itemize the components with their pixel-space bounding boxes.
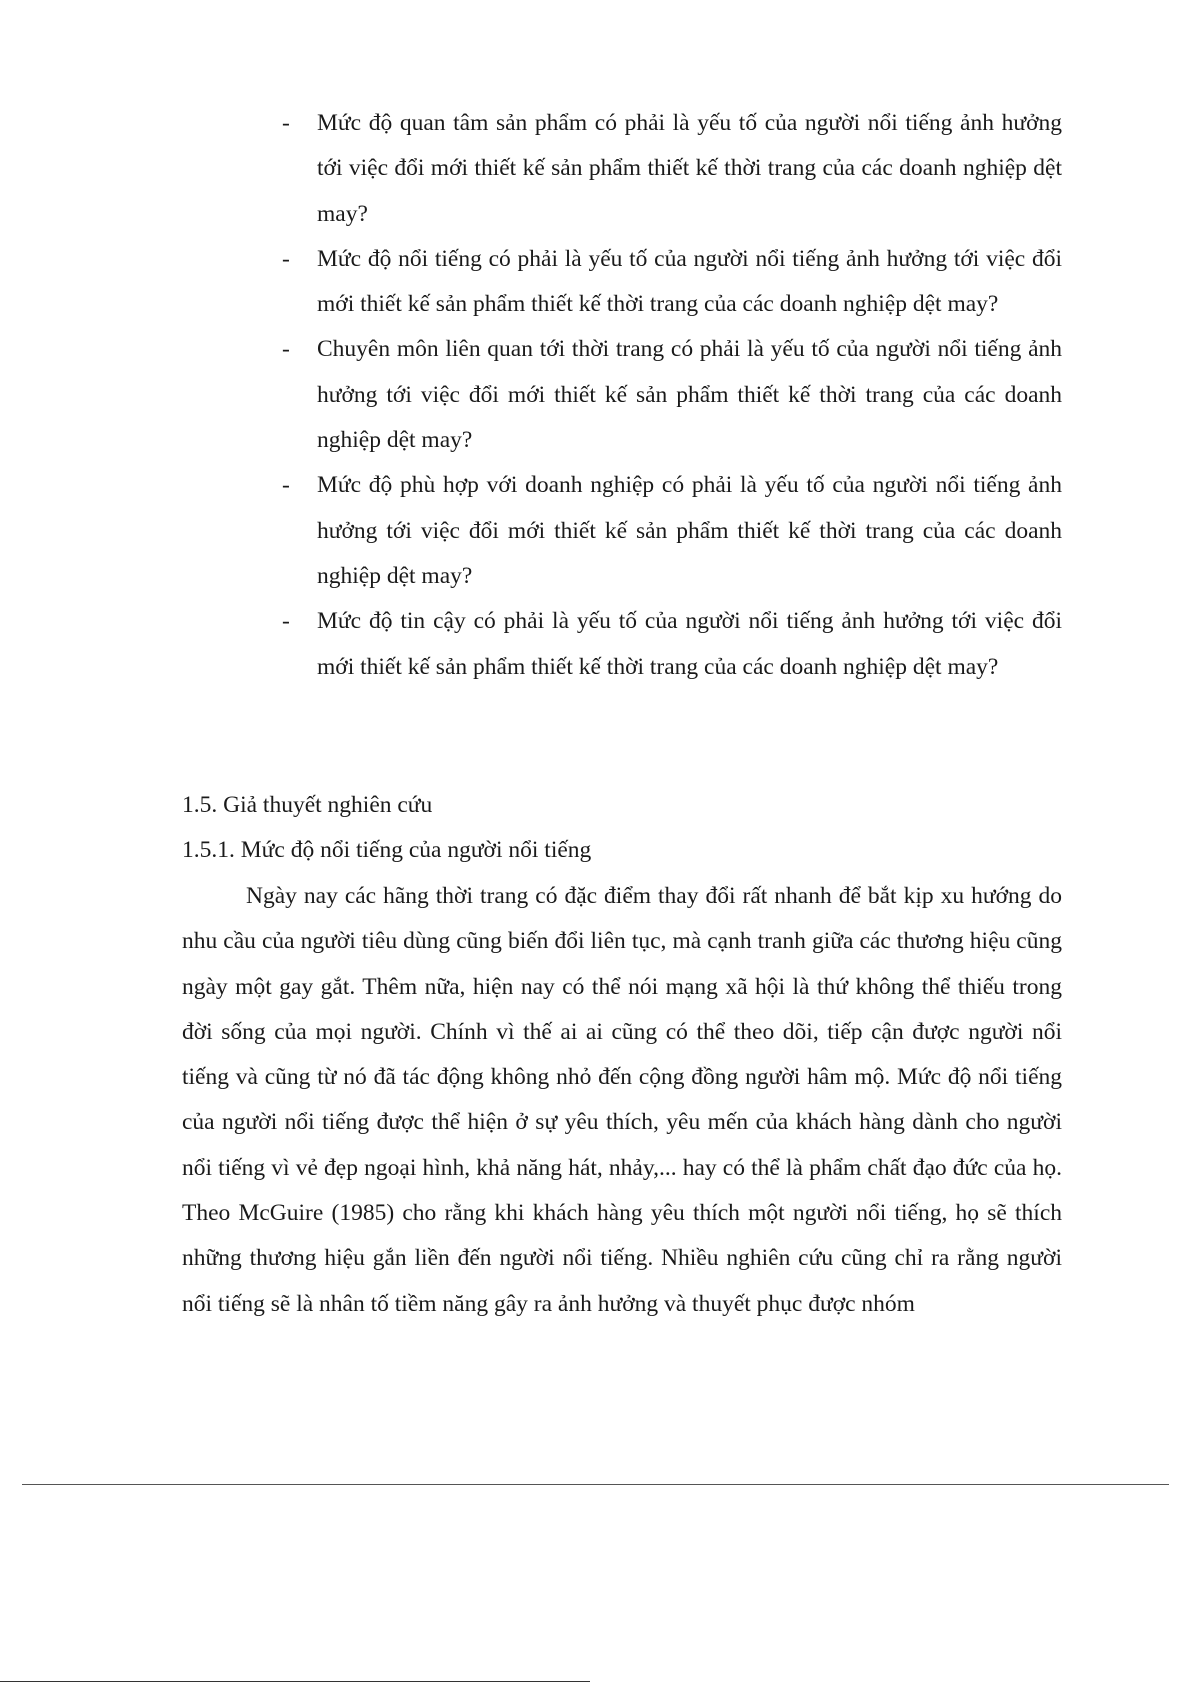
list-item-text: Mức độ quan tâm sản phẩm có phải là yếu tố của người nổi tiếng ảnh hưởng tới việc đổi mới thiết kế sản phẩm thiết kế thời trang của các doanh nghiệp dệt may? xyxy=(317,110,1062,227)
list-item xyxy=(282,463,1062,599)
bullet-dash: - xyxy=(282,472,290,499)
question-list xyxy=(282,101,1062,690)
list-item-text: Chuyên môn liên quan tới thời trang có phải là yếu tố của người nổi tiếng ảnh hưởng tới việc đổi mới thiết kế sản phẩm thiết kế thời trang của các doanh nghiệp dệt may? xyxy=(317,336,1062,454)
list-item-text: Mức độ phù hợp với doanh nghiệp có phải là yếu tố của người nổi tiếng ảnh hưởng tới việc đổi mới thiết kế sản phẩm thiết kế thời trang của các doanh nghiệp dệt may? xyxy=(317,472,1062,589)
body-paragraph: Ngày nay các hãng thời trang có đặc điểm thay đổi rất nhanh để bắt kịp xu hướng do nhu cầu của người tiêu dùng cũng biến đổi liên tục, mà cạnh tranh giữa các thương hiệu cũng ngày một gay gắt. Thêm nữa, hiện nay có thể nói mạng xã hội là thứ không thể thiếu trong đời sống của mọi người. Chính vì thế ai ai cũng có thể theo dõi, tiếp cận được người nổi tiếng và cũng từ nó đã tác động không nhỏ đến cộng đồng người hâm mộ. Mức độ nổi tiếng của người nổi tiếng được thể hiện ở sự yêu thích, yêu mến của khách hàng dành cho người nổi tiếng vì vẻ đẹp ngoại hình, khả năng hát, nhảy,... hay có thể là phẩm chất đạo đức của họ. Theo McGuire (1985) cho rằng khi khách hàng yêu thích một người nổi tiếng, họ sẽ thích những thương hiệu gắn liền đến người nổi tiếng. Nhiều nghiên cứu cũng chỉ ra rằng người nổi tiếng sẽ là nhân tố tiềm năng gây ra ảnh hưởng và thuyết phục được nhóm xyxy=(182,883,1062,1317)
bullet-dash: - xyxy=(282,110,290,136)
list-item-text: Mức độ tin cậy có phải là yếu tố của người nổi tiếng ảnh hưởng tới việc đổi mới thiết kế sản phẩm thiết kế thời trang của các doanh nghiệp dệt may? xyxy=(317,608,1062,680)
bullet-dash: - xyxy=(282,608,290,635)
list-item xyxy=(282,599,1062,690)
footnote-separator xyxy=(0,1681,590,1682)
bullet-dash: - xyxy=(282,336,290,363)
list-item xyxy=(282,237,1062,328)
page-divider xyxy=(22,1484,1169,1485)
bullet-dash: - xyxy=(282,245,290,272)
list-item xyxy=(282,101,1062,237)
list-item xyxy=(282,327,1062,463)
subsection-heading: 1.5.1. Mức độ nổi tiếng của người nổi tiếng xyxy=(182,837,592,863)
list-item-text: Mức độ nổi tiếng có phải là yếu tố của người nổi tiếng ảnh hưởng tới việc đổi mới thiết kế sản phẩm thiết kế thời trang của các doanh nghiệp dệt may? xyxy=(317,245,1062,318)
section-heading: 1.5. Giả thuyết nghiên cứu xyxy=(182,792,433,818)
